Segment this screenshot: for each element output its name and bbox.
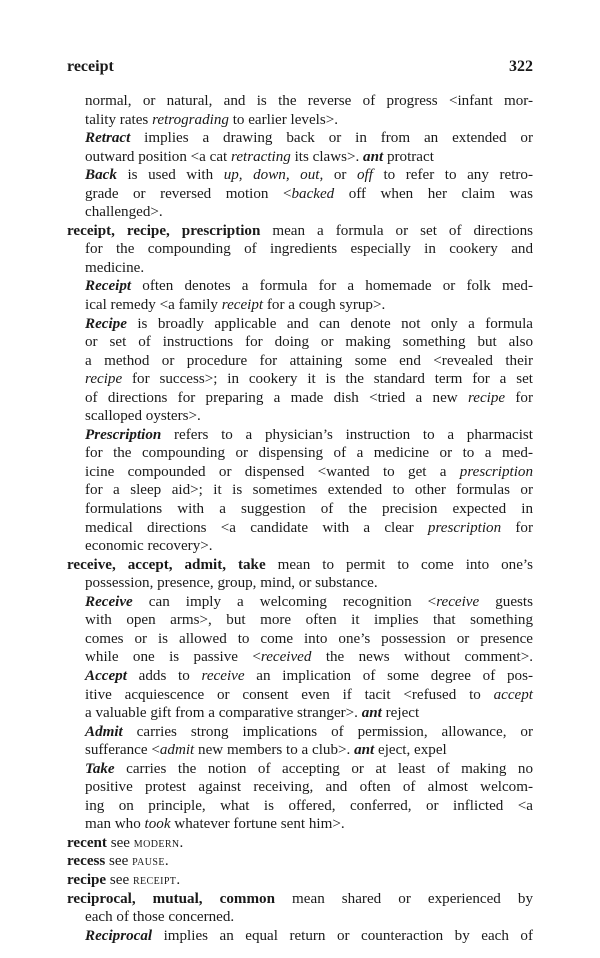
text-line <box>67 129 533 148</box>
text-run: normal, or natural, and is the reverse of progress <infant mor- <box>85 93 533 109</box>
text-run: up, down, out, <box>223 167 324 184</box>
text-line <box>67 333 533 352</box>
text-run: for a cough syrup>. <box>263 297 386 314</box>
text-line <box>67 667 533 686</box>
text-line <box>67 277 533 296</box>
text-line <box>67 148 533 167</box>
text-run: see <box>105 853 133 870</box>
text-line <box>67 463 533 482</box>
text-run: ical remedy <a family <box>85 297 222 314</box>
text-line <box>67 778 533 797</box>
text-run: each of those concerned. <box>85 909 235 926</box>
text-run: admit <box>159 742 195 759</box>
text-run: man who <box>85 816 145 833</box>
text-run: off <box>356 167 373 184</box>
text-line <box>67 593 533 612</box>
text-run: to earlier levels>. <box>228 111 339 128</box>
text-run: an implication of some degree of pos- <box>244 667 533 684</box>
text-run: medicine. <box>85 259 145 276</box>
text-run: receipt <box>221 297 264 314</box>
text-run: for the compounding or dispensing of a medicine or to a med- <box>85 445 533 462</box>
guide-word: receipt <box>67 58 114 75</box>
text-run: prescription <box>427 519 502 536</box>
text-line <box>67 500 533 519</box>
synonym-keyword: Retract <box>85 130 131 147</box>
text-run: the news without comment>. <box>311 649 533 666</box>
text-line <box>67 890 533 909</box>
text-run: carries strong implications of permission, allowance, or <box>122 723 533 740</box>
text-run: retracting <box>231 148 291 165</box>
text-run: for <box>505 389 533 406</box>
text-line <box>67 723 533 742</box>
text-run: mean a formula or set of directions <box>260 222 534 239</box>
running-header <box>67 58 533 80</box>
text-run: mean shared or experienced by <box>274 890 533 907</box>
text-run: recipe <box>467 389 506 406</box>
text-run: . <box>179 834 184 851</box>
text-line <box>67 203 533 222</box>
synonym-keyword: ant <box>363 148 384 165</box>
text-run: comes or is allowed to come into one’s possession or presence <box>85 630 533 647</box>
text-run: possession, presence, group, mind, or substance. <box>85 575 378 592</box>
text-line <box>67 630 533 649</box>
text-line <box>67 111 533 130</box>
text-run: its claws>. <box>290 148 364 165</box>
text-run: for success>; in cookery it is the standard term for a set <box>122 371 533 388</box>
synonym-keyword: ant <box>354 742 375 759</box>
text-run: for <box>501 519 533 536</box>
text-run: often denotes a formula for a homemade or folk med- <box>131 278 533 295</box>
text-run: to refer to any retro- <box>372 167 533 184</box>
entry-text-column <box>67 92 533 945</box>
text-run: mean to permit to come into one’s <box>265 556 533 573</box>
text-run: off when her claim was <box>334 185 533 202</box>
text-line <box>67 240 533 259</box>
text-run: a valuable gift from a comparative stranger>. <box>85 705 362 722</box>
text-run: whatever fortune sent him>. <box>170 816 345 833</box>
text-line <box>67 370 533 389</box>
text-run: is broadly applicable and can denote not only a formula <box>126 315 533 332</box>
text-run: implies a drawing back or in from an extended or <box>130 130 533 147</box>
text-run: formulations with a suggestion of the precision expected in <box>85 501 533 518</box>
text-line <box>67 481 533 500</box>
synonym-keyword: Reciprocal <box>85 927 153 944</box>
text-run: ing on principle, what is offered, conferred, or inflicted <a <box>85 797 533 814</box>
text-run: eject, expel <box>374 742 447 759</box>
text-run: of directions for preparing a made dish <tried a new <box>85 389 468 406</box>
text-line <box>67 537 533 556</box>
text-line <box>67 852 533 871</box>
text-run: a method or procedure for attaining some end <revealed their <box>85 352 533 369</box>
text-run: itive acquiescence or consent even if tacit <refused to <box>85 686 494 703</box>
text-line <box>67 704 533 723</box>
text-run: refers to a physician’s instruction to a pharmacist <box>161 426 533 443</box>
text-run: economic recovery>. <box>85 538 213 555</box>
text-line <box>67 389 533 408</box>
cross-reference: receipt <box>132 872 177 888</box>
text-run: reject <box>381 705 420 722</box>
text-line <box>67 166 533 185</box>
synonym-keyword: Recipe <box>85 315 127 332</box>
text-run: while one is passive < <box>85 649 261 666</box>
text-run: grade or reversed motion < <box>85 185 292 202</box>
headword: recent <box>67 834 107 851</box>
text-run: accept <box>493 686 533 703</box>
synonym-keyword: Admit <box>85 723 123 740</box>
text-run: with open arms>, but more often it implies that something <box>85 612 533 629</box>
text-run: receive <box>201 667 245 684</box>
text-run: retrograding <box>152 111 229 128</box>
synonym-keyword: Back <box>85 167 117 184</box>
text-run: implies an equal return or counteraction by each of <box>152 927 533 944</box>
text-line <box>67 686 533 705</box>
synonym-keyword: Prescription <box>85 426 162 443</box>
text-line <box>67 648 533 667</box>
text-line <box>67 556 533 575</box>
headword: receipt, recipe, prescription <box>67 222 261 239</box>
text-line <box>67 352 533 371</box>
headword: recipe <box>67 871 107 888</box>
text-run: scalloped oysters>. <box>85 408 201 425</box>
text-line <box>67 797 533 816</box>
text-run: . <box>164 853 169 870</box>
text-run: outward position <a cat <box>85 148 231 165</box>
text-run: for a sleep aid>; it is sometimes extended to other formulas or <box>85 482 533 499</box>
text-line <box>67 815 533 834</box>
page-number: 322 <box>509 58 533 75</box>
text-run: see <box>106 834 134 851</box>
text-run: guests <box>479 593 533 610</box>
text-line <box>67 519 533 538</box>
synonym-keyword: Accept <box>85 667 127 684</box>
text-run: backed <box>291 185 335 202</box>
text-run: receive <box>436 593 480 610</box>
cross-reference: modern <box>133 835 180 851</box>
text-line <box>67 444 533 463</box>
text-line <box>67 92 533 111</box>
synonym-keyword: Take <box>85 760 115 777</box>
text-run: prescription <box>459 463 533 480</box>
text-line <box>67 407 533 426</box>
text-line <box>67 574 533 593</box>
text-run: for the compounding of ingredients especially in cookery and <box>85 241 533 258</box>
text-line <box>67 760 533 779</box>
text-run: recipe <box>85 371 123 388</box>
text-run: received <box>260 649 312 666</box>
text-line <box>67 315 533 334</box>
synonym-keyword: ant <box>361 705 382 722</box>
text-run: new members to a club>. <box>194 742 355 759</box>
text-line <box>67 871 533 890</box>
text-run: . <box>176 871 181 888</box>
cross-reference: pause <box>132 854 165 870</box>
text-line <box>67 426 533 445</box>
synonym-keyword: Receive <box>85 593 133 610</box>
text-run: took <box>144 816 171 833</box>
text-run: or <box>323 167 357 184</box>
text-line <box>67 611 533 630</box>
text-line <box>67 222 533 241</box>
text-line <box>67 185 533 204</box>
text-run: icine compounded or dispensed <wanted to get a <box>85 463 460 480</box>
text-run: tality rates <box>85 111 153 128</box>
text-line <box>67 741 533 760</box>
text-run: medical directions <a candidate with a clear <box>85 519 428 536</box>
text-run: is used with <box>116 167 224 184</box>
text-run: challenged>. <box>85 204 163 221</box>
headword: recess <box>67 853 106 870</box>
headword: reciprocal, mutual, common <box>67 890 275 907</box>
text-run: can imply a welcoming recognition < <box>132 593 437 610</box>
text-line <box>67 834 533 853</box>
headword: receive, accept, admit, take <box>67 556 266 573</box>
text-line <box>67 927 533 946</box>
text-line <box>67 259 533 278</box>
text-line <box>67 908 533 927</box>
text-run: sufferance < <box>85 742 160 759</box>
text-run: positive protest against receiving, and often of almost welcom- <box>85 779 533 796</box>
synonym-keyword: Receipt <box>85 278 132 295</box>
text-run: or set of instructions for doing or making something but also <box>85 334 533 351</box>
text-line <box>67 296 533 315</box>
text-run: see <box>106 871 133 888</box>
text-run: carries the notion of accepting or at least of making no <box>114 760 533 777</box>
text-run: protract <box>383 148 434 165</box>
text-run: adds to <box>126 667 202 684</box>
